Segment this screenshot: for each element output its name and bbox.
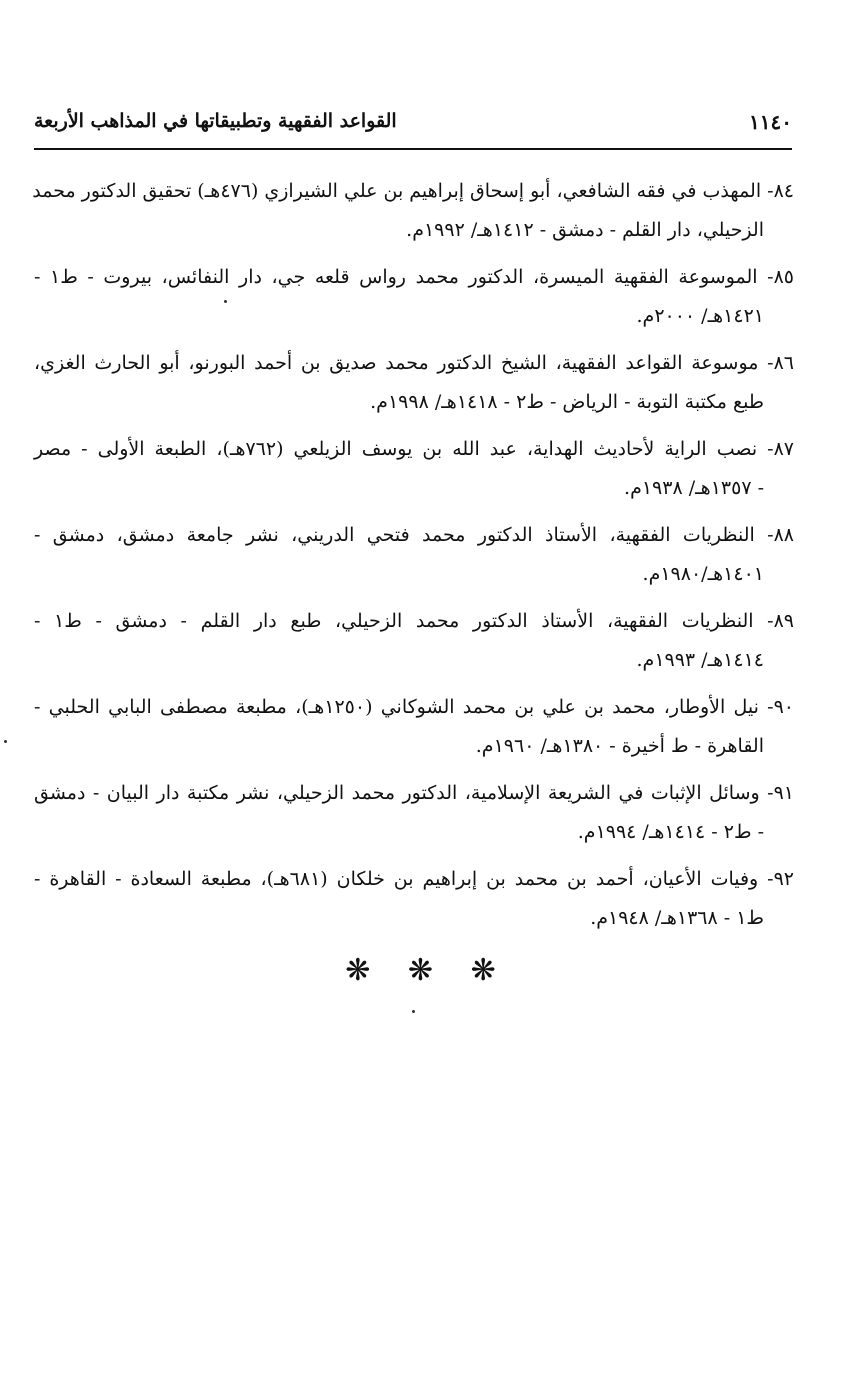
bibliography-entry-91 (34, 774, 794, 860)
entry-line-2: ١٤٠١هـ/١٩٨٠م. (642, 563, 764, 585)
entry-line-2: - ط٢ - ١٤١٤هـ/ ١٩٩٤م. (577, 821, 764, 843)
entry-line-1: ٨٨- النظريات الفقهية، الأستاذ الدكتور محمد فتحي الدريني، نشر جامعة دمشق، دمشق - (34, 524, 794, 546)
entry-line-1: ٨٤- المهذب في فقه الشافعي، أبو إسحاق إبراهيم بن علي الشيرازي (٤٧٦هـ) تحقيق الدكتور محمد (32, 180, 794, 202)
page-number: ١١٤٠ (749, 110, 792, 134)
section-end-ornament: ❋ ❋ ❋ (345, 953, 510, 988)
entry-line-2: طبع مكتبة التوبة - الرياض - ط٢ - ١٤١٨هـ/ ١٩٩٨م. (370, 391, 764, 413)
bibliography-entry-87 (34, 430, 794, 516)
entry-line-2: - ١٣٥٧هـ/ ١٩٣٨م. (624, 477, 764, 499)
entry-line-1: ٨٦- موسوعة القواعد الفقهية، الشيخ الدكتور محمد صديق بن أحمد البورنو، أبو الحارث الغزي، (34, 352, 794, 374)
bibliography-entry-90 (34, 688, 794, 774)
entry-line-1: ٨٩- النظريات الفقهية، الأستاذ الدكتور محمد الزحيلي، طبع دار القلم - دمشق - ط١ - (34, 610, 794, 632)
bibliography-entry-92 (34, 860, 794, 946)
scan-speck (4, 740, 7, 743)
bibliography-entry-85 (34, 258, 794, 344)
entry-line-2: القاهرة - ط أخيرة - ١٣٨٠هـ/ ١٩٦٠م. (475, 735, 764, 757)
bibliography-list (34, 172, 794, 946)
entry-line-1: ٨٧- نصب الراية لأحاديث الهداية، عبد الله بن يوسف الزيلعي (٧٦٢هـ)، الطبعة الأولى - مصر (34, 438, 794, 460)
scan-speck (224, 300, 227, 303)
entry-line-1: ٩٠- نيل الأوطار، محمد بن علي بن محمد الشوكاني (١٢٥٠هـ)، مطبعة مصطفى البابي الحلبي - (34, 696, 794, 718)
entry-line-2: الزحيلي، دار القلم - دمشق - ١٤١٢هـ/ ١٩٩٢م. (406, 219, 764, 241)
entry-line-2: ط١ - ١٣٦٨هـ/ ١٩٤٨م. (590, 907, 764, 929)
bibliography-entry-86 (34, 344, 794, 430)
entry-line-2: ١٤٢١هـ/ ٢٠٠٠م. (636, 305, 764, 327)
entry-line-1: ٨٥- الموسوعة الفقهية الميسرة، الدكتور محمد رواس قلعه جي، دار النفائس، بيروت - ط١ - (34, 266, 794, 288)
scan-speck (412, 1010, 415, 1013)
entry-line-1: ٩٢- وفيات الأعيان، أحمد بن محمد بن إبراهيم بن خلكان (٦٨١هـ)، مطبعة السعادة - القاهرة - (34, 868, 794, 890)
header-title: القواعد الفقهية وتطبيقاتها في المذاهب الأربعة (34, 110, 397, 132)
bibliography-entry-88 (34, 516, 794, 602)
entry-line-2: ١٤١٤هـ/ ١٩٩٣م. (636, 649, 764, 671)
entry-line-1: ٩١- وسائل الإثبات في الشريعة الإسلامية، الدكتور محمد الزحيلي، نشر مكتبة دار البيان - دمشق (34, 782, 794, 804)
running-header (34, 108, 792, 150)
bibliography-entry-84 (34, 172, 794, 258)
bibliography-entry-89 (34, 602, 794, 688)
